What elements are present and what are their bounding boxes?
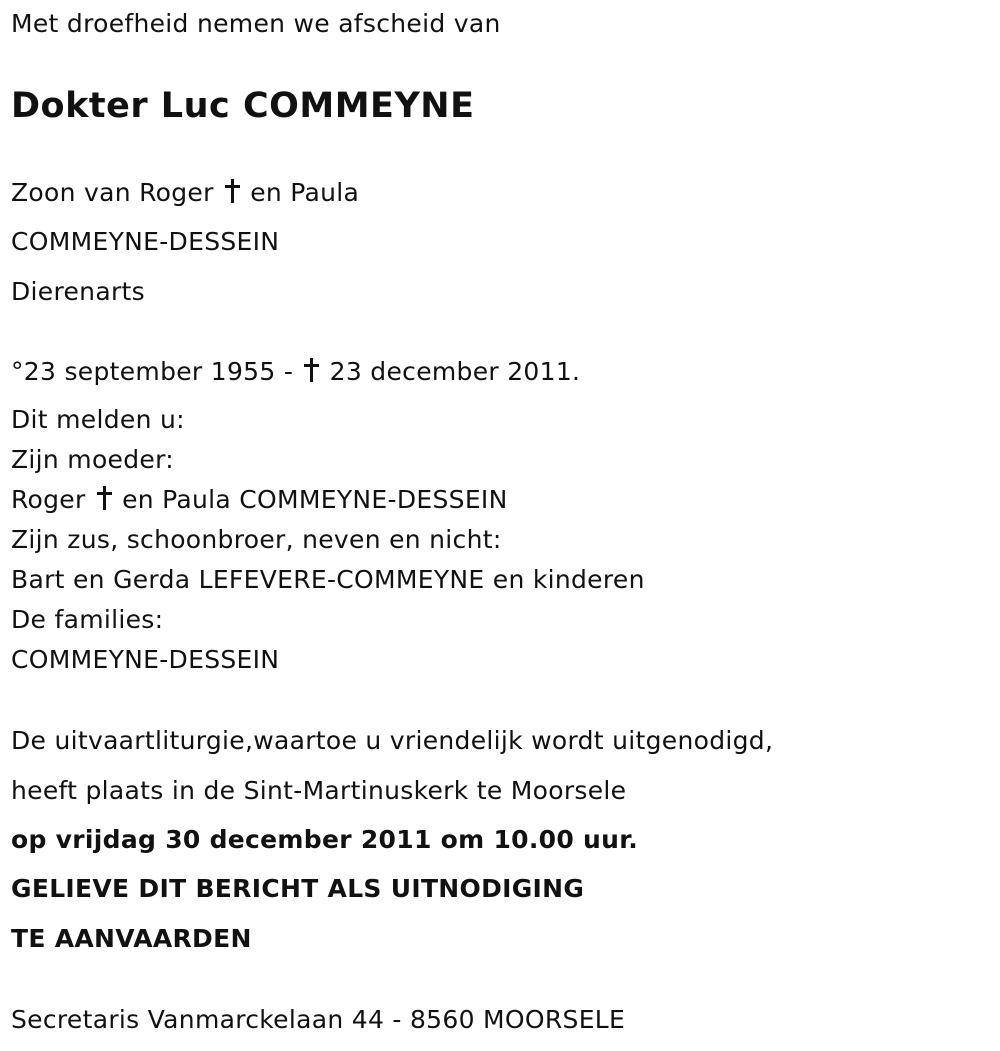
death-date: 23 december 2011.: [329, 357, 581, 386]
parents-line-end: en Paula: [250, 178, 360, 207]
mother-heading: Zijn moeder:: [11, 445, 174, 474]
sister-names: Bart en Gerda LEFEVERE-COMMEYNE en kinderen: [11, 565, 645, 594]
profession: Dierenarts: [11, 277, 145, 306]
parents-line-start: Zoon van Roger: [11, 178, 214, 207]
funeral-date: op vrijdag 30 december 2011 om 10.00 uur.: [11, 825, 639, 854]
announcement-intro: Dit melden u:: [11, 405, 185, 434]
invitation-line-1: GELIEVE DIT BERICHT ALS UITNODIGING: [11, 874, 585, 903]
life-dates: [11, 357, 580, 387]
birth-date: °23 september 1955 -: [11, 357, 294, 386]
families-names: COMMEYNE-DESSEIN: [11, 645, 280, 674]
deceased-name: Dokter Luc COMMEYNE: [11, 86, 475, 126]
latin-cross-icon: [303, 358, 319, 382]
latin-cross-icon: [224, 179, 240, 203]
families-heading: De families:: [11, 605, 164, 634]
intro-text: Met droefheid nemen we afscheid van: [11, 9, 501, 38]
parents-line: [11, 178, 359, 208]
invitation-line-2: TE AANVAARDEN: [11, 924, 252, 953]
funeral-line-2: heeft plaats in de Sint-Martinuskerk te Moorsele: [11, 776, 627, 805]
parents-family-name: COMMEYNE-DESSEIN: [11, 227, 280, 256]
mother-parents-line: [11, 485, 508, 515]
sister-heading: Zijn zus, schoonbroer, neven en nicht:: [11, 525, 502, 554]
address: Secretaris Vanmarckelaan 44 - 8560 MOORSELE: [11, 1005, 626, 1034]
mother-parents-end: en Paula COMMEYNE-DESSEIN: [122, 485, 508, 514]
latin-cross-icon: [96, 486, 112, 510]
mother-parents-start: Roger: [11, 485, 86, 514]
funeral-line-1: De uitvaartliturgie,waartoe u vriendelijk wordt uitgenodigd,: [11, 726, 774, 755]
